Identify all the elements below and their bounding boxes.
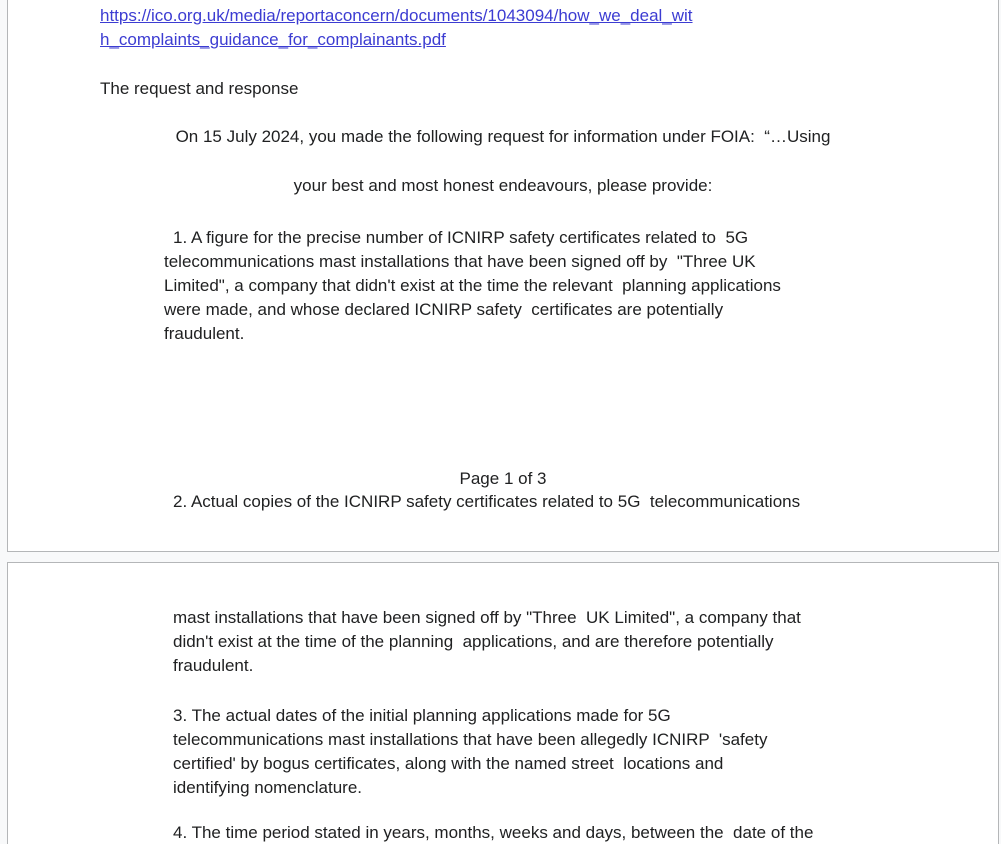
document-link[interactable]: [100, 4, 693, 52]
request-item-2-line: didn't exist at the time of the planning applications, and are therefore potentially: [173, 632, 774, 651]
request-item-1-line: telecommunications mast installations that have been signed off by "Three UK: [164, 252, 756, 271]
request-item-1-line: Limited", a company that didn't exist at the time the relevant planning applications: [164, 276, 781, 295]
request-item-1-line: 1. A figure for the precise number of ICNIRP safety certificates related to 5G: [173, 228, 749, 247]
request-intro-line-2: your best and most honest endeavours, please provide:: [293, 176, 713, 195]
request-item-3-line: certified' by bogus certificates, along with the named street locations and: [173, 754, 724, 773]
request-item-3-line: telecommunications mast installations that have been allegedly ICNIRP 'safety: [173, 730, 768, 749]
document-link-line-1[interactable]: https://ico.org.uk/media/reportaconcern/documents/1043094/how_we_deal_wit: [100, 6, 693, 25]
pdf-page-1: [7, 0, 999, 552]
request-item-2-line: mast installations that have been signed off by "Three UK Limited", a company that: [173, 608, 801, 627]
request-item-1-line: fraudulent.: [164, 324, 245, 343]
request-item-4-line: 4. The time period stated in years, months, weeks and days, between the date of the: [173, 823, 814, 842]
request-item-1: [164, 226, 781, 346]
page-number: Page 1 of 3: [459, 469, 547, 488]
request-item-3-line: 3. The actual dates of the initial planning applications made for 5G: [173, 706, 671, 725]
document-link-line-2[interactable]: h_complaints_guidance_for_complainants.pdf: [100, 30, 446, 49]
request-intro-line-1: On 15 July 2024, you made the following request for information under FOIA: “…Using: [175, 127, 831, 146]
request-item-2-continuation: [173, 606, 801, 678]
section-heading: The request and response: [100, 79, 299, 98]
request-item-2-first-line: 2. Actual copies of the ICNIRP safety certificates related to 5G telecommunications: [173, 492, 801, 511]
request-item-4: [173, 821, 813, 844]
request-item-3: [173, 704, 767, 800]
request-item-2-line: fraudulent.: [173, 656, 254, 675]
request-item-3-line: identifying nomenclature.: [173, 778, 363, 797]
request-item-1-line: were made, and whose declared ICNIRP safety certificates are potentially: [164, 300, 724, 319]
pdf-page-2: [7, 562, 999, 844]
